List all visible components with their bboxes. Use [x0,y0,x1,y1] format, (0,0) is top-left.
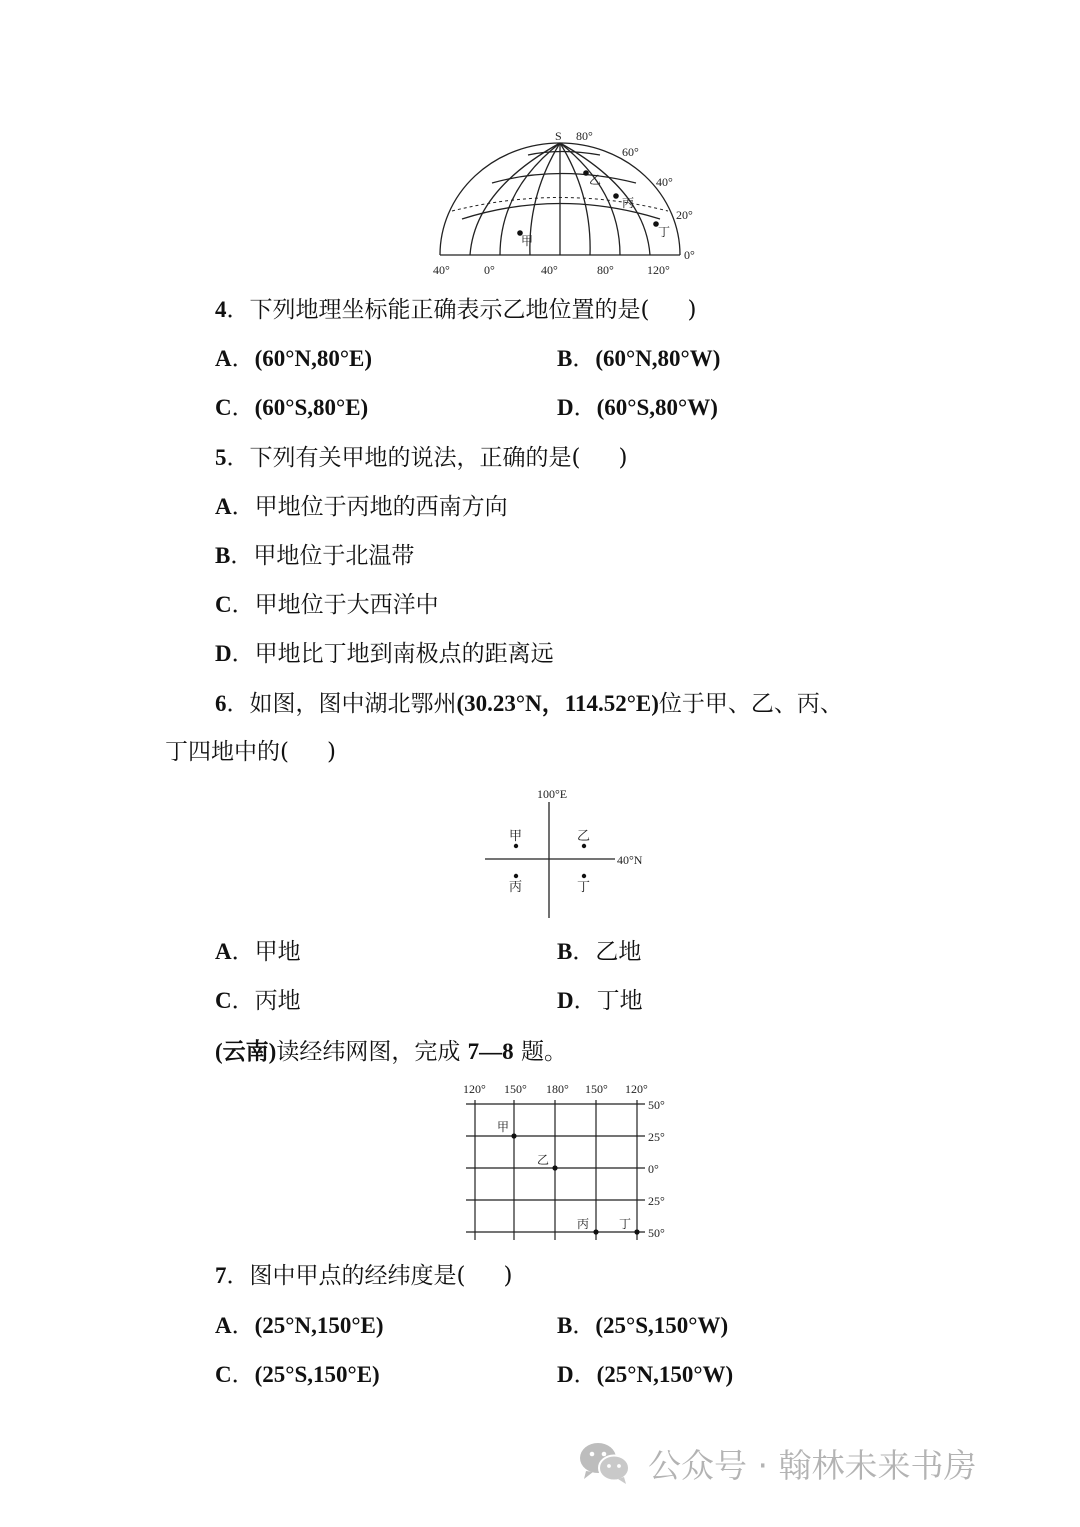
figure-hemisphere-grid [425,125,710,280]
question-number: 6 [215,691,227,716]
option-b: B．乙地 [557,939,642,965]
question-6-stem: 6．如图，图中湖北鄂州(30.23°N，114.52°E)位于甲、乙、丙、 [215,691,843,717]
point-jia [511,1133,516,1138]
lat-label: 60° [622,145,639,159]
question-6-stem-cont [165,741,336,764]
lat-label: 40° [656,175,673,189]
lon-label: 150° [585,1082,608,1096]
question-range: 7—8 [467,1039,514,1064]
lat-label: 25° [648,1194,665,1208]
watermark [578,1438,976,1488]
question-text: 下列有关甲地的说法，正确的是( [249,445,581,471]
answer-close: ) [687,297,697,323]
option-c: C．(60°S,80°E) [215,395,369,421]
point-yi [552,1165,557,1170]
figure-lat-long-grid [458,1078,673,1246]
lat-label: 50° [648,1098,665,1112]
question-text: 如图，图中湖北鄂州 [249,691,457,717]
intro-text: 题。 [513,1039,567,1065]
lon-label: 80° [597,263,614,277]
lat-label: 20° [676,208,693,222]
lat-label: 80° [576,129,593,143]
lon-label: 120° [625,1082,648,1096]
option-a: A．(60°N,80°E) [215,346,373,372]
question-5-stem: 5．下列有关甲地的说法，正确的是( ) [215,445,628,471]
lon-label: 150° [504,1082,527,1096]
option-a: A．甲地 [215,939,301,965]
option-b: B．(60°N,80°W) [557,346,721,372]
place-label-jia: 甲 [509,829,523,844]
question-number: 5 [215,445,227,470]
answer-close: ) [326,739,336,765]
lon-label: 40° [433,263,450,277]
place-label-ding: 丁 [619,1217,632,1231]
lat-label: 25° [648,1130,665,1144]
question-text: 丁四地中的( [165,739,289,765]
lat-label: 50° [648,1226,665,1240]
place-label-bing: 丙 [509,880,523,895]
option-c: C．丙地 [215,988,301,1014]
point-ding [582,874,586,878]
lon-label: 40° [541,263,558,277]
option-d: D．(60°S,80°W) [557,395,718,421]
place-label-jia: 甲 [521,234,534,248]
option-b: B．甲地位于北温带 [215,543,415,569]
question-number: 7 [215,1263,227,1288]
meridian-label: 100°E [537,787,568,801]
question-text: 图中甲点的经纬度是( [249,1263,466,1289]
option-c: C．(25°S,150°E) [215,1362,380,1388]
point-jia [514,844,518,848]
point-bing [514,874,518,878]
option-a: A．甲地位于丙地的西南方向 [215,494,508,520]
question-text: 下列地理坐标能正确表示乙地位置的是( [249,297,650,323]
option-d: D．(25°N,150°W) [557,1362,734,1388]
lat-label: 0° [684,248,695,262]
place-label-bing: 丙 [577,1217,590,1231]
question-text: 位于甲、乙、丙、 [658,691,843,717]
lat-label: 0° [648,1162,659,1176]
section-intro [215,1040,567,1064]
point-ding [634,1229,639,1234]
lon-label: 180° [546,1082,569,1096]
option-a: A．(25°N,150°E) [215,1313,384,1339]
question-number: 4 [215,297,227,322]
point-bing [613,193,619,199]
place-label-yi: 乙 [589,173,602,187]
coordinates: (30.23°N，114.52°E) [456,691,659,716]
watermark-text: 公众号 · 翰林未来书房 [648,1445,977,1485]
place-label-ding: 丁 [577,880,591,895]
point-yi [582,844,586,848]
place-label-jia: 甲 [497,1120,510,1134]
wechat-icon [578,1441,632,1485]
lon-label: 120° [647,263,670,277]
point-yi [583,170,589,176]
place-label-ding: 丁 [658,225,671,239]
answer-close: ) [618,445,628,471]
parallel-label: 40°N [617,853,643,867]
question-4-stem: 4．下列地理坐标能正确表示乙地位置的是( ) [215,297,697,323]
region-tag: (云南) [215,1039,277,1064]
figure-cross-diagram [480,782,660,922]
intro-text: 读经纬网图，完成 [276,1039,468,1065]
option-b: B．(25°S,150°W) [557,1313,729,1339]
point-bing [593,1229,598,1234]
lon-label: 120° [463,1082,486,1096]
lon-label: 0° [484,263,495,277]
place-label-bing: 丙 [622,196,635,210]
option-d: D．丁地 [557,988,643,1014]
pole-label: S [555,129,562,143]
answer-close: ) [503,1263,513,1289]
question-7-stem: 7．图中甲点的经纬度是( ) [215,1263,513,1289]
option-d: D．甲地比丁地到南极点的距离远 [215,641,554,667]
place-label-yi: 乙 [577,829,591,844]
place-label-yi: 乙 [537,1153,550,1167]
option-c: C．甲地位于大西洋中 [215,592,439,618]
